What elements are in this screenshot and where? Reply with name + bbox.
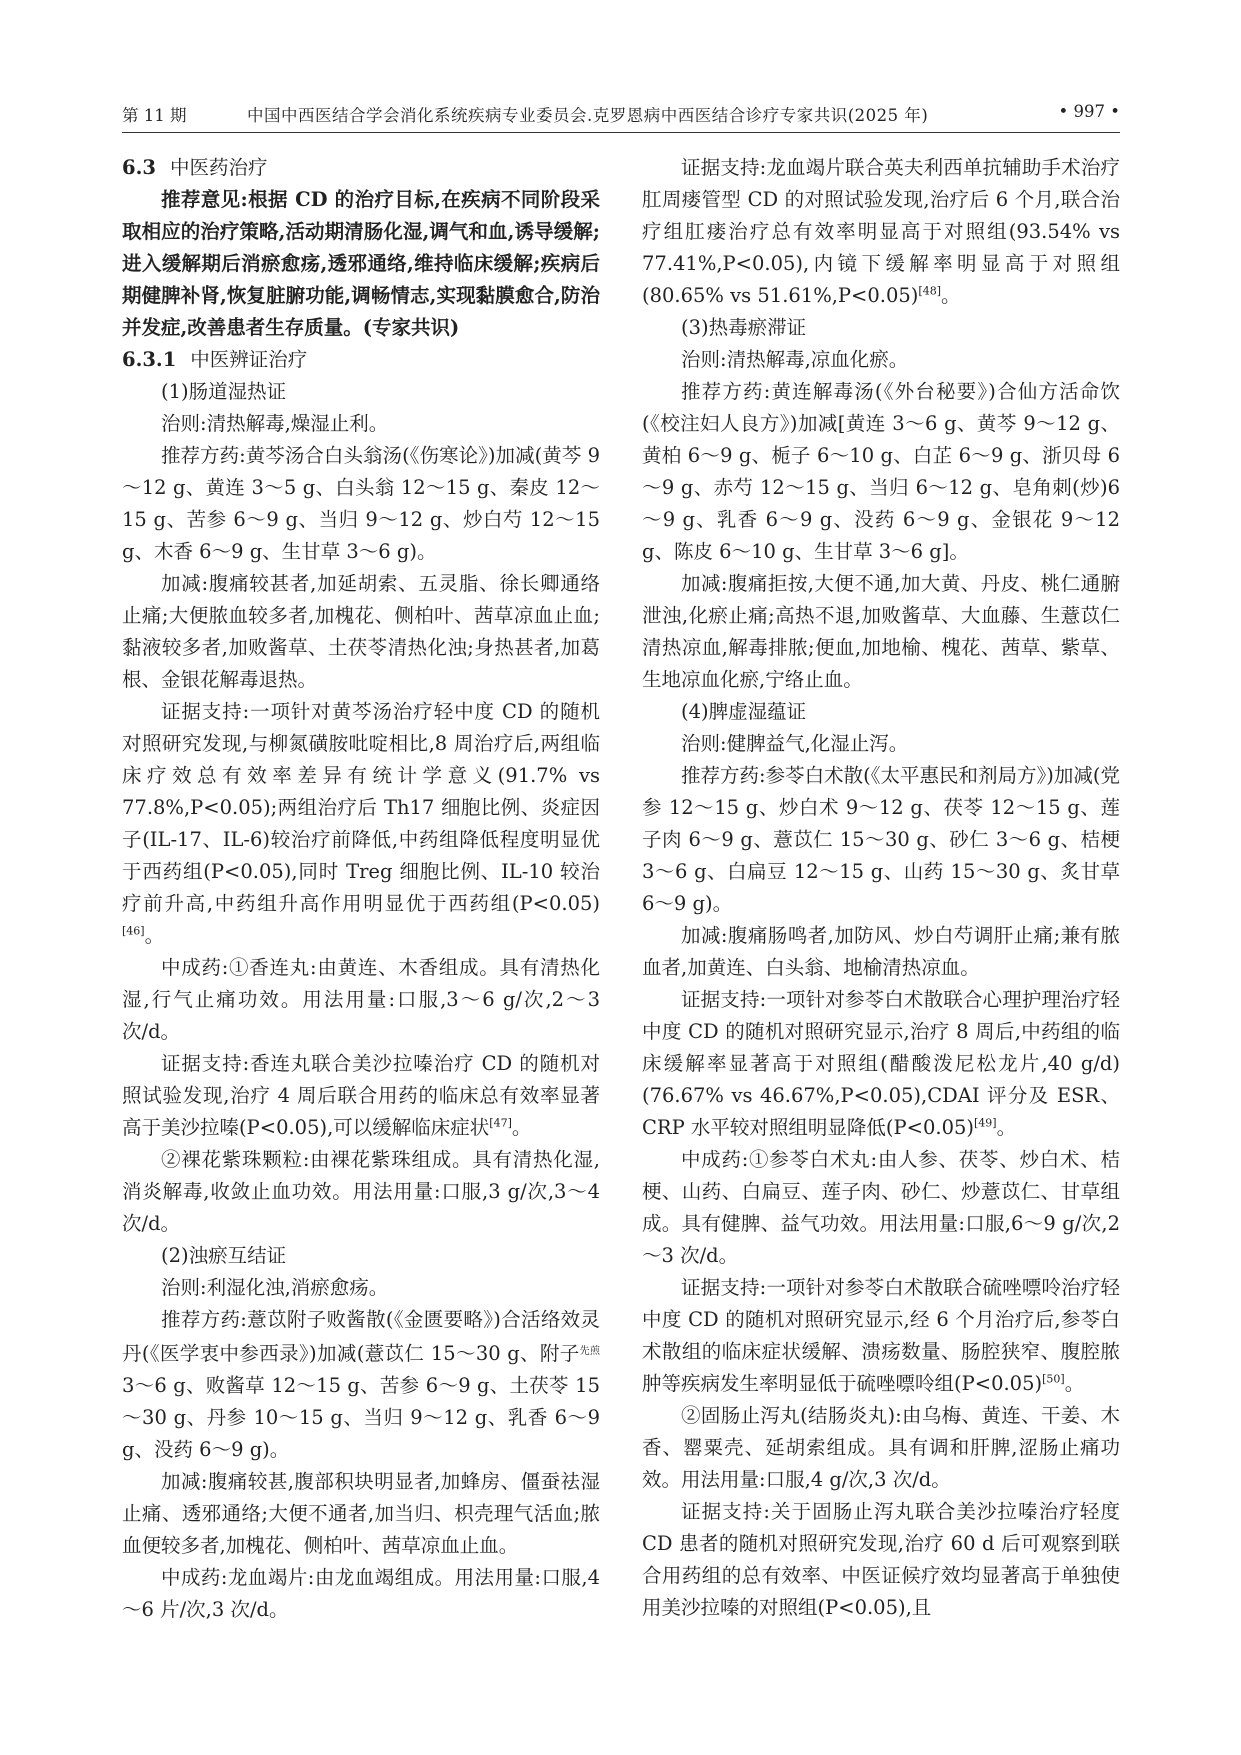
paragraph (642, 984, 1120, 1144)
paragraph-text: 证据支持:龙血竭片联合英夫利西单抗辅助手术治疗肛周瘘管型 CD 的对照试验发现,治疗后 6 个月,联合治疗组肛瘘治疗总有效率明显高于对照组(93.54% vs 77.41%,P<0.05),内镜下缓解率明显高于对照组(80.65% vs 51.61%,P<0.05) (642, 156, 1120, 307)
section-title: 中医药治疗 (169, 156, 268, 179)
paragraph: 加减:腹痛肠鸣者,加防风、炒白芍调肝止痛;兼有脓血者,加黄连、白头翁、地榆清热凉血。 (642, 924, 1120, 979)
citation: [47] (489, 1116, 512, 1130)
paragraph-text: 推荐方药:薏苡附子败酱散(《金匮要略》)合活络效灵丹(《医学衷中参西录》)加减(薏苡仁 15～30 g、附子 (122, 1308, 600, 1365)
annotation: 先煎 (579, 1346, 600, 1357)
subsection-heading (122, 344, 600, 376)
paragraph: 加减:腹痛较甚,腹部积块明显者,加蜂房、僵蚕祛湿止痛、透邪通络;大便不通者,加当归、枳壳理气活血;脓血便较多者,加槐花、侧柏叶、茜草凉血止血。 (122, 1470, 600, 1557)
paragraph (122, 696, 600, 952)
paragraph (122, 1048, 600, 1144)
paragraph (642, 1272, 1120, 1400)
paragraph: 加减:腹痛较甚者,加延胡索、五灵脂、徐长卿通络止痛;大便脓血较多者,加槐花、侧柏叶、茜草凉血止血;黏液较多者,加败酱草、土茯苓清热化浊;身热甚者,加葛根、金银花解毒退热。 (122, 572, 600, 691)
citation: [48] (918, 284, 942, 298)
running-title: 中国中西医结合学会消化系统疾病专业委员会.克罗恩病中西医结合诊疗专家共识(2025 年) (247, 106, 929, 125)
citation: [49] (974, 1116, 997, 1130)
subsection-title: 中医辨证治疗 (190, 348, 308, 371)
paragraph: 推荐方药:参苓白术散(《太平惠民和剂局方》)加减(党参 12～15 g、炒白术 9～12 g、茯苓 12～15 g、莲子肉 6～9 g、薏苡仁 15～30 g、砂仁 3～6 g、桔梗 3～6 g、白扁豆 12～15 g、山药 15～30 g、炙甘草 6～9 g)。 (642, 764, 1120, 915)
paragraph: 加减:腹痛拒按,大便不通,加大黄、丹皮、桃仁通腑泄浊,化瘀止痛;高热不退,加败酱草、大血藤、生薏苡仁清热凉血,解毒排脓;便血,加地榆、槐花、茜草、紫草、生地凉血化瘀,宁络止血。 (642, 572, 1120, 691)
paragraph-text: 证据支持:一项针对参苓白术散联合硫唑嘌呤治疗轻中度 CD 的随机对照研究显示,经 6 个月治疗后,参苓白术散组的临床症状缓解、溃疡数量、肠腔狭窄、腹腔脓肿等疾病发生率明显低于硫唑嘌呤组(P<0.05) (642, 1276, 1120, 1395)
citation: [46] (122, 924, 145, 938)
paragraph-end: 。 (1064, 1372, 1085, 1395)
issue-number: 第 11 期 (122, 106, 187, 125)
paragraph: (1)肠道湿热证 (161, 380, 287, 403)
citation: [50] (1042, 1372, 1065, 1386)
paragraph: 治则:清热解毒,凉血化瘀。 (681, 348, 909, 371)
paragraph (122, 1304, 600, 1466)
paragraph-end: 。 (941, 284, 961, 307)
page-number: • 997 • (1058, 102, 1120, 121)
paragraph: 证据支持:关于固肠止泻丸联合美沙拉嗪治疗轻度 CD 患者的随机对照研究发现,治疗 60 d 后可观察到联合用药组的总有效率、中医证候疗效均显著高于单独使用美沙拉嗪的对照组(P<0.05),且 (642, 1500, 1120, 1619)
paragraph-end: 。 (996, 1116, 1017, 1139)
subsection-number: 6.3.1 (122, 348, 177, 371)
section-heading (122, 152, 600, 184)
running-header (122, 102, 1120, 128)
paragraph: 治则:清热解毒,燥湿止利。 (161, 412, 389, 435)
paragraph-text: 3～6 g、败酱草 12～15 g、苦参 6～9 g、土茯苓 15～30 g、丹参 10～15 g、当归 9～12 g、乳香 6～9 g、没药 6～9 g)。 (122, 1374, 600, 1461)
paragraph: ②裸花紫珠颗粒:由裸花紫珠组成。具有清热化湿,消炎解毒,收敛止血功效。用法用量:口服,3 g/次,3～4 次/d。 (122, 1148, 600, 1235)
paragraph: (2)浊瘀互结证 (161, 1244, 287, 1267)
paragraph-text: 证据支持:香连丸联合美沙拉嗪治疗 CD 的随机对照试验发现,治疗 4 周后联合用药的临床总有效率显著高于美沙拉嗪(P<0.05),可以缓解临床症状 (122, 1052, 600, 1139)
left-column (122, 152, 600, 1626)
paragraph: 中成药:①参苓白术丸:由人参、茯苓、炒白术、桔梗、山药、白扁豆、莲子肉、砂仁、炒薏苡仁、甘草组成。具有健脾、益气功效。用法用量:口服,6～9 g/次,2～3 次/d。 (642, 1148, 1120, 1267)
right-column (642, 152, 1120, 1624)
paragraph: (3)热毒瘀滞证 (681, 316, 807, 339)
paragraph: 治则:利湿化浊,消瘀愈疡。 (161, 1276, 389, 1299)
recommendation: 推荐意见:根据 CD 的治疗目标,在疾病不同阶段采取相应的治疗策略,活动期清肠化湿,调气和血,诱导缓解;进入缓解期后消瘀愈疡,透邪通络,维持临床缓解;疾病后期健脾补肾,恢复脏腑功能,调畅情志,实现黏膜愈合,防治并发症,改善患者生存质量。(专家共识) (122, 188, 600, 339)
paragraph-text: 证据支持:一项针对黄芩汤治疗轻中度 CD 的随机对照研究发现,与柳氮磺胺吡啶相比,8 周治疗后,两组临床疗效总有效率差异有统计学意义(91.7% vs 77.8%,P<0.05);两组治疗后 Th17 细胞比例、炎症因子(IL-17、IL-6)较治疗前降低,中药组降低程度明显优于西药组(P<0.05),同时 Treg 细胞比例、IL-10 较治疗前升高,中药组升高作用明显优于西药组(P<0.05) (122, 700, 600, 915)
section-number: 6.3 (122, 156, 156, 179)
paragraph: 治则:健脾益气,化湿止泻。 (681, 732, 909, 755)
paragraph: ②固肠止泻丸(结肠炎丸):由乌梅、黄连、干姜、木香、罂粟壳、延胡索组成。具有调和肝脾,涩肠止痛功效。用法用量:口服,4 g/次,3 次/d。 (642, 1404, 1120, 1491)
paragraph: 推荐方药:黄芩汤合白头翁汤(《伤寒论》)加减(黄芩 9～12 g、黄连 3～5 g、白头翁 12～15 g、秦皮 12～15 g、苦参 6～9 g、当归 9～12 g、炒白芍 12～15 g、木香 6～9 g、生甘草 3～6 g)。 (122, 444, 600, 563)
paragraph (642, 152, 1120, 312)
paragraph: (4)脾虚湿蕴证 (681, 700, 807, 723)
paragraph: 推荐方药:黄连解毒汤(《外台秘要》)合仙方活命饮(《校注妇人良方》)加减[黄连 3～6 g、黄芩 9～12 g、黄柏 6～9 g、栀子 6～10 g、白芷 6～9 g、浙贝母 6～9 g、赤芍 12～15 g、当归 6～12 g、皂角刺(炒)6～9 g、乳香 6～9 g、没药 6～9 g、金银花 9～12 g、陈皮 6～10 g、生甘草 3～6 g]。 (642, 380, 1120, 563)
paragraph: 中成药:龙血竭片:由龙血竭组成。用法用量:口服,4～6 片/次,3 次/d。 (122, 1566, 600, 1621)
paragraph-end: 。 (511, 1116, 532, 1139)
paragraph-end: 。 (144, 924, 165, 947)
paragraph: 中成药:①香连丸:由黄连、木香组成。具有清热化湿,行气止痛功效。用法用量:口服,3～6 g/次,2～3 次/d。 (122, 956, 600, 1043)
header-rule (122, 132, 1120, 133)
paragraph-text: 证据支持:一项针对参苓白术散联合心理护理治疗轻中度 CD 的随机对照研究显示,治疗 8 周后,中药组的临床缓解率显著高于对照组(醋酸泼尼松龙片,40 g/d)(76.67% vs 46.67%,P<0.05),CDAI 评分及 ESR、CRP 水平较对照组明显降低(P<0.05) (642, 988, 1120, 1139)
